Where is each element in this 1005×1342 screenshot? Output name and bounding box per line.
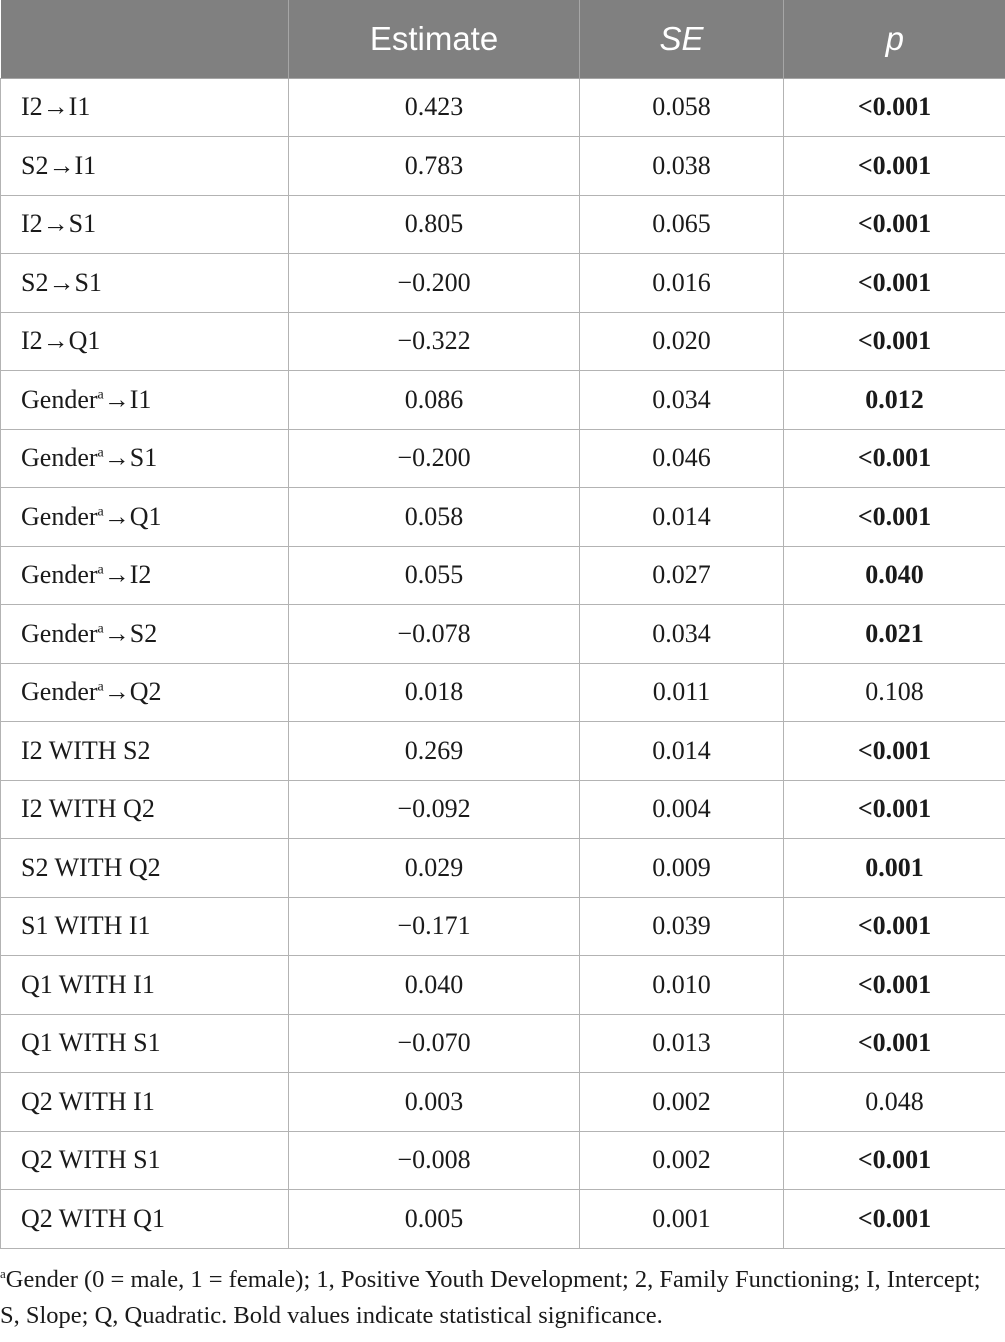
- p-value-cell: <0.001: [784, 1190, 1005, 1249]
- row-label-suffix: →Q1: [103, 501, 162, 531]
- table-row: [1, 429, 1005, 488]
- p-value-cell: 0.108: [784, 663, 1005, 722]
- row-label: [1, 1131, 289, 1190]
- p-value-cell: <0.001: [784, 722, 1005, 781]
- se-cell: 0.010: [580, 956, 784, 1015]
- estimate-cell: 0.805: [289, 195, 580, 254]
- p-value-cell: <0.001: [784, 488, 1005, 547]
- table-row: [1, 254, 1005, 313]
- row-label-text: Gender: [21, 443, 98, 473]
- estimate-cell: 0.783: [289, 137, 580, 196]
- estimate-cell: 0.005: [289, 1190, 580, 1249]
- row-label-suffix: →I1: [103, 384, 152, 414]
- row-label-text: S1 WITH I1: [21, 911, 151, 941]
- row-label-suffix: →Q2: [103, 677, 162, 707]
- row-label-text: I2 WITH S2: [21, 735, 151, 765]
- se-cell: 0.065: [580, 195, 784, 254]
- estimate-cell: −0.092: [289, 780, 580, 839]
- row-label-suffix: →S2: [103, 618, 158, 648]
- p-value-cell: 0.048: [784, 1073, 1005, 1132]
- header-estimate: Estimate: [289, 0, 580, 78]
- row-label: [1, 78, 289, 137]
- p-value-cell: <0.001: [784, 312, 1005, 371]
- row-label: [1, 605, 289, 664]
- estimate-cell: −0.200: [289, 429, 580, 488]
- se-cell: 0.016: [580, 254, 784, 313]
- se-cell: 0.014: [580, 488, 784, 547]
- row-label: [1, 137, 289, 196]
- footnote-marker: a: [97, 387, 104, 403]
- row-label-text: Q2 WITH I1: [21, 1086, 155, 1116]
- table-header-row: [1, 0, 1005, 78]
- p-value-cell: 0.040: [784, 546, 1005, 605]
- estimate-cell: 0.003: [289, 1073, 580, 1132]
- estimate-cell: 0.018: [289, 663, 580, 722]
- row-label-text: Q2 WITH S1: [21, 1145, 161, 1175]
- row-label-text: Q2 WITH Q1: [21, 1203, 165, 1233]
- row-label: [1, 1014, 289, 1073]
- p-value-cell: 0.012: [784, 371, 1005, 430]
- table-row: [1, 312, 1005, 371]
- table-row: [1, 722, 1005, 781]
- table-row: [1, 956, 1005, 1015]
- se-cell: 0.034: [580, 371, 784, 430]
- row-label: [1, 1190, 289, 1249]
- estimate-cell: 0.423: [289, 78, 580, 137]
- row-label: [1, 254, 289, 313]
- se-cell: 0.002: [580, 1131, 784, 1190]
- table-row: [1, 839, 1005, 898]
- row-label: [1, 312, 289, 371]
- table-row: [1, 897, 1005, 956]
- estimate-cell: −0.171: [289, 897, 580, 956]
- footnote-text: Gender (0 = male, 1 = female); 1, Positive Youth Development; 2, Family Functioning; I, Intercept; S, Slope; Q, Quadratic. Bold values indicate statistical significance.: [0, 1266, 981, 1329]
- se-cell: 0.013: [580, 1014, 784, 1073]
- header-se: SE: [580, 0, 784, 78]
- table-row: [1, 195, 1005, 254]
- estimate-cell: 0.040: [289, 956, 580, 1015]
- table-row: [1, 663, 1005, 722]
- p-value-cell: <0.001: [784, 780, 1005, 839]
- row-label-text: Gender: [21, 501, 98, 531]
- estimate-cell: −0.070: [289, 1014, 580, 1073]
- estimate-cell: −0.078: [289, 605, 580, 664]
- se-cell: 0.020: [580, 312, 784, 371]
- row-label: [1, 429, 289, 488]
- estimate-cell: 0.058: [289, 488, 580, 547]
- table-body: [1, 78, 1005, 1248]
- se-cell: 0.034: [580, 605, 784, 664]
- row-label-text: S2→I1: [21, 150, 97, 180]
- p-value-cell: <0.001: [784, 254, 1005, 313]
- p-value-cell: 0.021: [784, 605, 1005, 664]
- se-cell: 0.002: [580, 1073, 784, 1132]
- p-value-cell: <0.001: [784, 78, 1005, 137]
- estimate-cell: 0.029: [289, 839, 580, 898]
- row-label: [1, 195, 289, 254]
- row-label-text: I2→S1: [21, 209, 97, 239]
- p-value-cell: <0.001: [784, 429, 1005, 488]
- footnote-marker: a: [97, 621, 104, 637]
- estimate-cell: 0.055: [289, 546, 580, 605]
- table-row: [1, 1190, 1005, 1249]
- row-label-text: Gender: [21, 677, 98, 707]
- estimate-cell: −0.008: [289, 1131, 580, 1190]
- se-cell: 0.046: [580, 429, 784, 488]
- se-cell: 0.058: [580, 78, 784, 137]
- se-cell: 0.001: [580, 1190, 784, 1249]
- row-label-text: Gender: [21, 560, 98, 590]
- p-value-cell: <0.001: [784, 1014, 1005, 1073]
- row-label-text: I2 WITH Q2: [21, 794, 155, 824]
- table-row: [1, 1014, 1005, 1073]
- table-footnote: [0, 1262, 1000, 1334]
- se-cell: 0.014: [580, 722, 784, 781]
- se-cell: 0.038: [580, 137, 784, 196]
- row-label-text: Q1 WITH I1: [21, 969, 155, 999]
- table-row: [1, 1131, 1005, 1190]
- estimate-cell: −0.200: [289, 254, 580, 313]
- row-label: [1, 488, 289, 547]
- footnote-marker: a: [97, 445, 104, 461]
- footnote-marker: a: [97, 504, 104, 520]
- se-cell: 0.039: [580, 897, 784, 956]
- row-label-text: I2→I1: [21, 92, 91, 122]
- row-label-text: Gender: [21, 618, 98, 648]
- p-value-cell: <0.001: [784, 897, 1005, 956]
- table-row: [1, 488, 1005, 547]
- p-value-cell: 0.001: [784, 839, 1005, 898]
- table-row: [1, 137, 1005, 196]
- row-label-text: S2→S1: [21, 267, 102, 297]
- row-label-text: S2 WITH Q2: [21, 852, 161, 882]
- table-row: [1, 605, 1005, 664]
- footnote-marker: a: [97, 679, 104, 695]
- row-label-suffix: →S1: [103, 443, 158, 473]
- se-cell: 0.027: [580, 546, 784, 605]
- footnote-marker: a: [0, 1265, 6, 1281]
- p-value-cell: <0.001: [784, 1131, 1005, 1190]
- table-row: [1, 1073, 1005, 1132]
- header-blank: [1, 0, 289, 78]
- row-label: [1, 1073, 289, 1132]
- row-label-text: Gender: [21, 384, 98, 414]
- row-label: [1, 897, 289, 956]
- header-p: p: [784, 0, 1005, 78]
- se-cell: 0.011: [580, 663, 784, 722]
- p-value-cell: <0.001: [784, 956, 1005, 1015]
- row-label-text: Q1 WITH S1: [21, 1028, 161, 1058]
- footnote-marker: a: [97, 562, 104, 578]
- se-cell: 0.004: [580, 780, 784, 839]
- table-row: [1, 546, 1005, 605]
- row-label-text: I2→Q1: [21, 326, 101, 356]
- row-label: [1, 956, 289, 1015]
- row-label-suffix: →I2: [103, 560, 152, 590]
- row-label: [1, 371, 289, 430]
- estimate-cell: 0.269: [289, 722, 580, 781]
- se-cell: 0.009: [580, 839, 784, 898]
- table-row: [1, 371, 1005, 430]
- p-value-cell: <0.001: [784, 195, 1005, 254]
- p-value-cell: <0.001: [784, 137, 1005, 196]
- estimate-cell: 0.086: [289, 371, 580, 430]
- table-row: [1, 78, 1005, 137]
- row-label: [1, 546, 289, 605]
- row-label: [1, 839, 289, 898]
- row-label: [1, 780, 289, 839]
- row-label: [1, 722, 289, 781]
- table-row: [1, 780, 1005, 839]
- estimate-cell: −0.322: [289, 312, 580, 371]
- row-label: [1, 663, 289, 722]
